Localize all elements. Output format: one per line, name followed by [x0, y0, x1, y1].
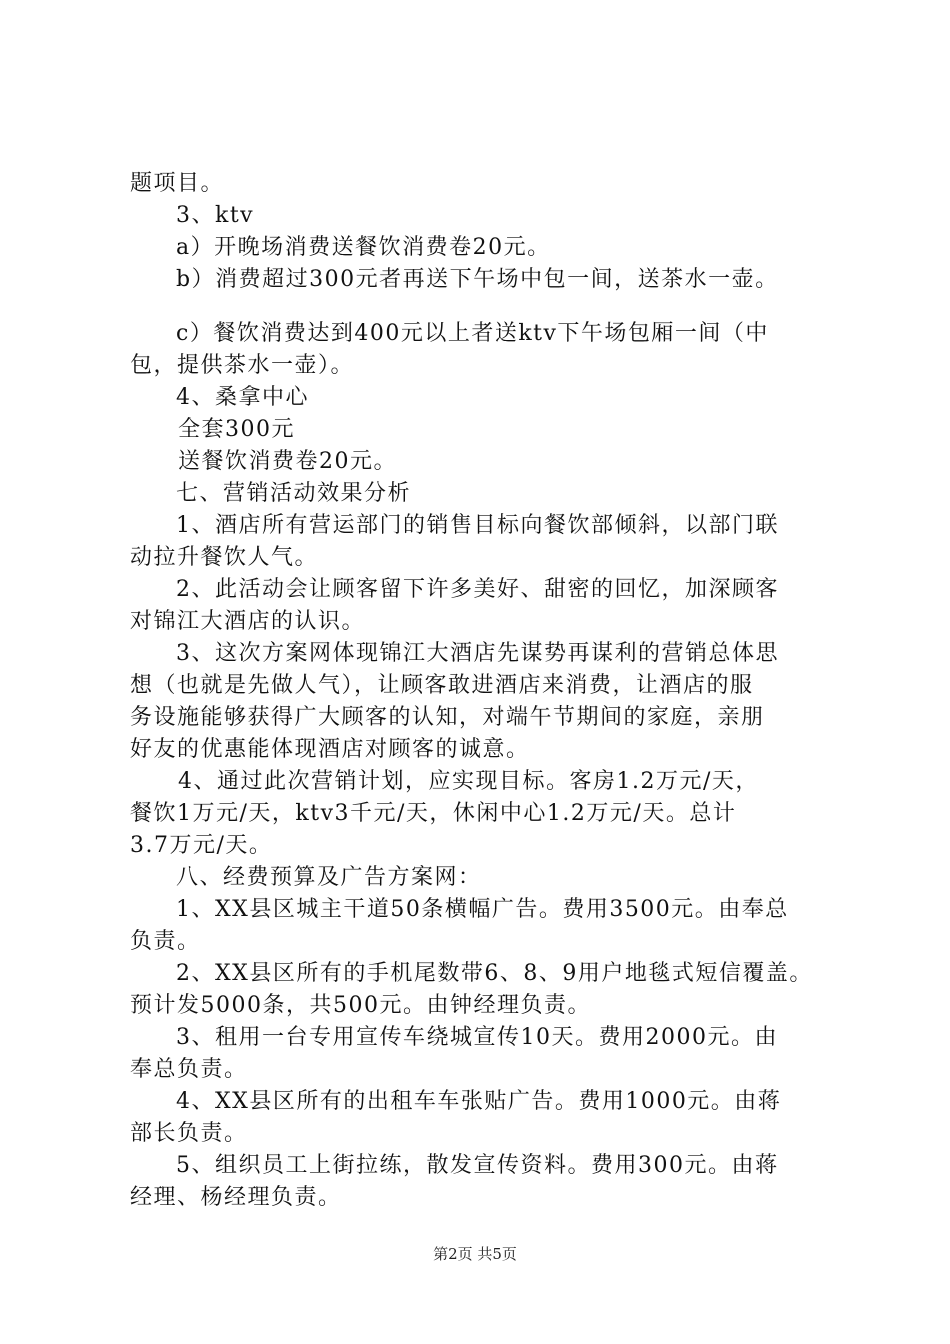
text-line: 3.7万元/天。: [130, 833, 273, 858]
text-line: 3、这次方案网体现锦江大酒店先谋势再谋利的营销总体思: [176, 641, 779, 666]
text-line: 4、XX县区所有的出租车车张贴广告。费用1000元。由蒋: [176, 1089, 782, 1114]
document-body: [130, 168, 840, 1214]
text-line: 1、XX县区城主干道50条横幅广告。费用3500元。由奉总: [176, 897, 789, 922]
text-line: 想（也就是先做人气），让顾客敢进酒店来消费，让酒店的服: [130, 673, 754, 698]
text-line: 全套300元: [178, 417, 295, 442]
text-line: 对锦江大酒店的认识。: [130, 609, 366, 634]
text-line: b）消费超过300元者再送下午场中包一间，送茶水一壶。: [176, 267, 779, 292]
text-line: 预计发5000条，共500元。由钟经理负责。: [130, 993, 591, 1018]
text-line: 题项目。: [130, 171, 225, 196]
section-heading-effect-analysis: 七、营销活动效果分析: [176, 481, 412, 506]
text-line: c）餐饮消费达到400元以上者送ktv下午场包厢一间（中: [176, 321, 769, 346]
text-line: 5、组织员工上街拉练，散发宣传资料。费用300元。由蒋: [176, 1153, 779, 1178]
page-number-footer: 第2页 共5页: [433, 1245, 517, 1263]
text-line: 3、租用一台专用宣传车绕城宣传10天。费用2000元。由: [176, 1025, 778, 1050]
text-line: 好友的优惠能体现酒店对顾客的诚意。: [130, 737, 530, 762]
section-heading-ktv: 3、ktv: [176, 203, 255, 228]
text-line: 负责。: [130, 929, 201, 954]
text-line: 2、XX县区所有的手机尾数带6、8、9用户地毯式短信覆盖。: [176, 961, 813, 986]
blank-gap: [130, 296, 840, 318]
text-line: a）开晚场消费送餐饮消费卷20元。: [176, 235, 551, 260]
section-heading-budget: 八、经费预算及广告方案网：: [176, 865, 482, 890]
text-line: 包，提供茶水一壶）。: [130, 353, 355, 378]
section-heading-sauna: 4、桑拿中心: [176, 385, 309, 410]
text-line: 送餐饮消费卷20元。: [178, 449, 397, 474]
text-line: 2、此活动会让顾客留下许多美好、甜密的回忆，加深顾客: [176, 577, 779, 602]
text-line: 1、酒店所有营运部门的销售目标向餐饮部倾斜，以部门联: [176, 513, 779, 538]
text-line: 经理、杨经理负责。: [130, 1185, 342, 1210]
text-line: 部长负责。: [130, 1121, 248, 1146]
text-line: 4、通过此次营销计划，应实现目标。客房1.2万元/天，: [178, 769, 759, 794]
text-line: 务设施能够获得广大顾客的认知，对端午节期间的家庭，亲朋: [130, 705, 765, 730]
text-line: 动拉升餐饮人气。: [130, 545, 319, 570]
text-line: 餐饮1万元/天，ktv3千元/天，休闲中心1.2万元/天。总计: [130, 801, 737, 826]
text-line: 奉总负责。: [130, 1057, 248, 1082]
